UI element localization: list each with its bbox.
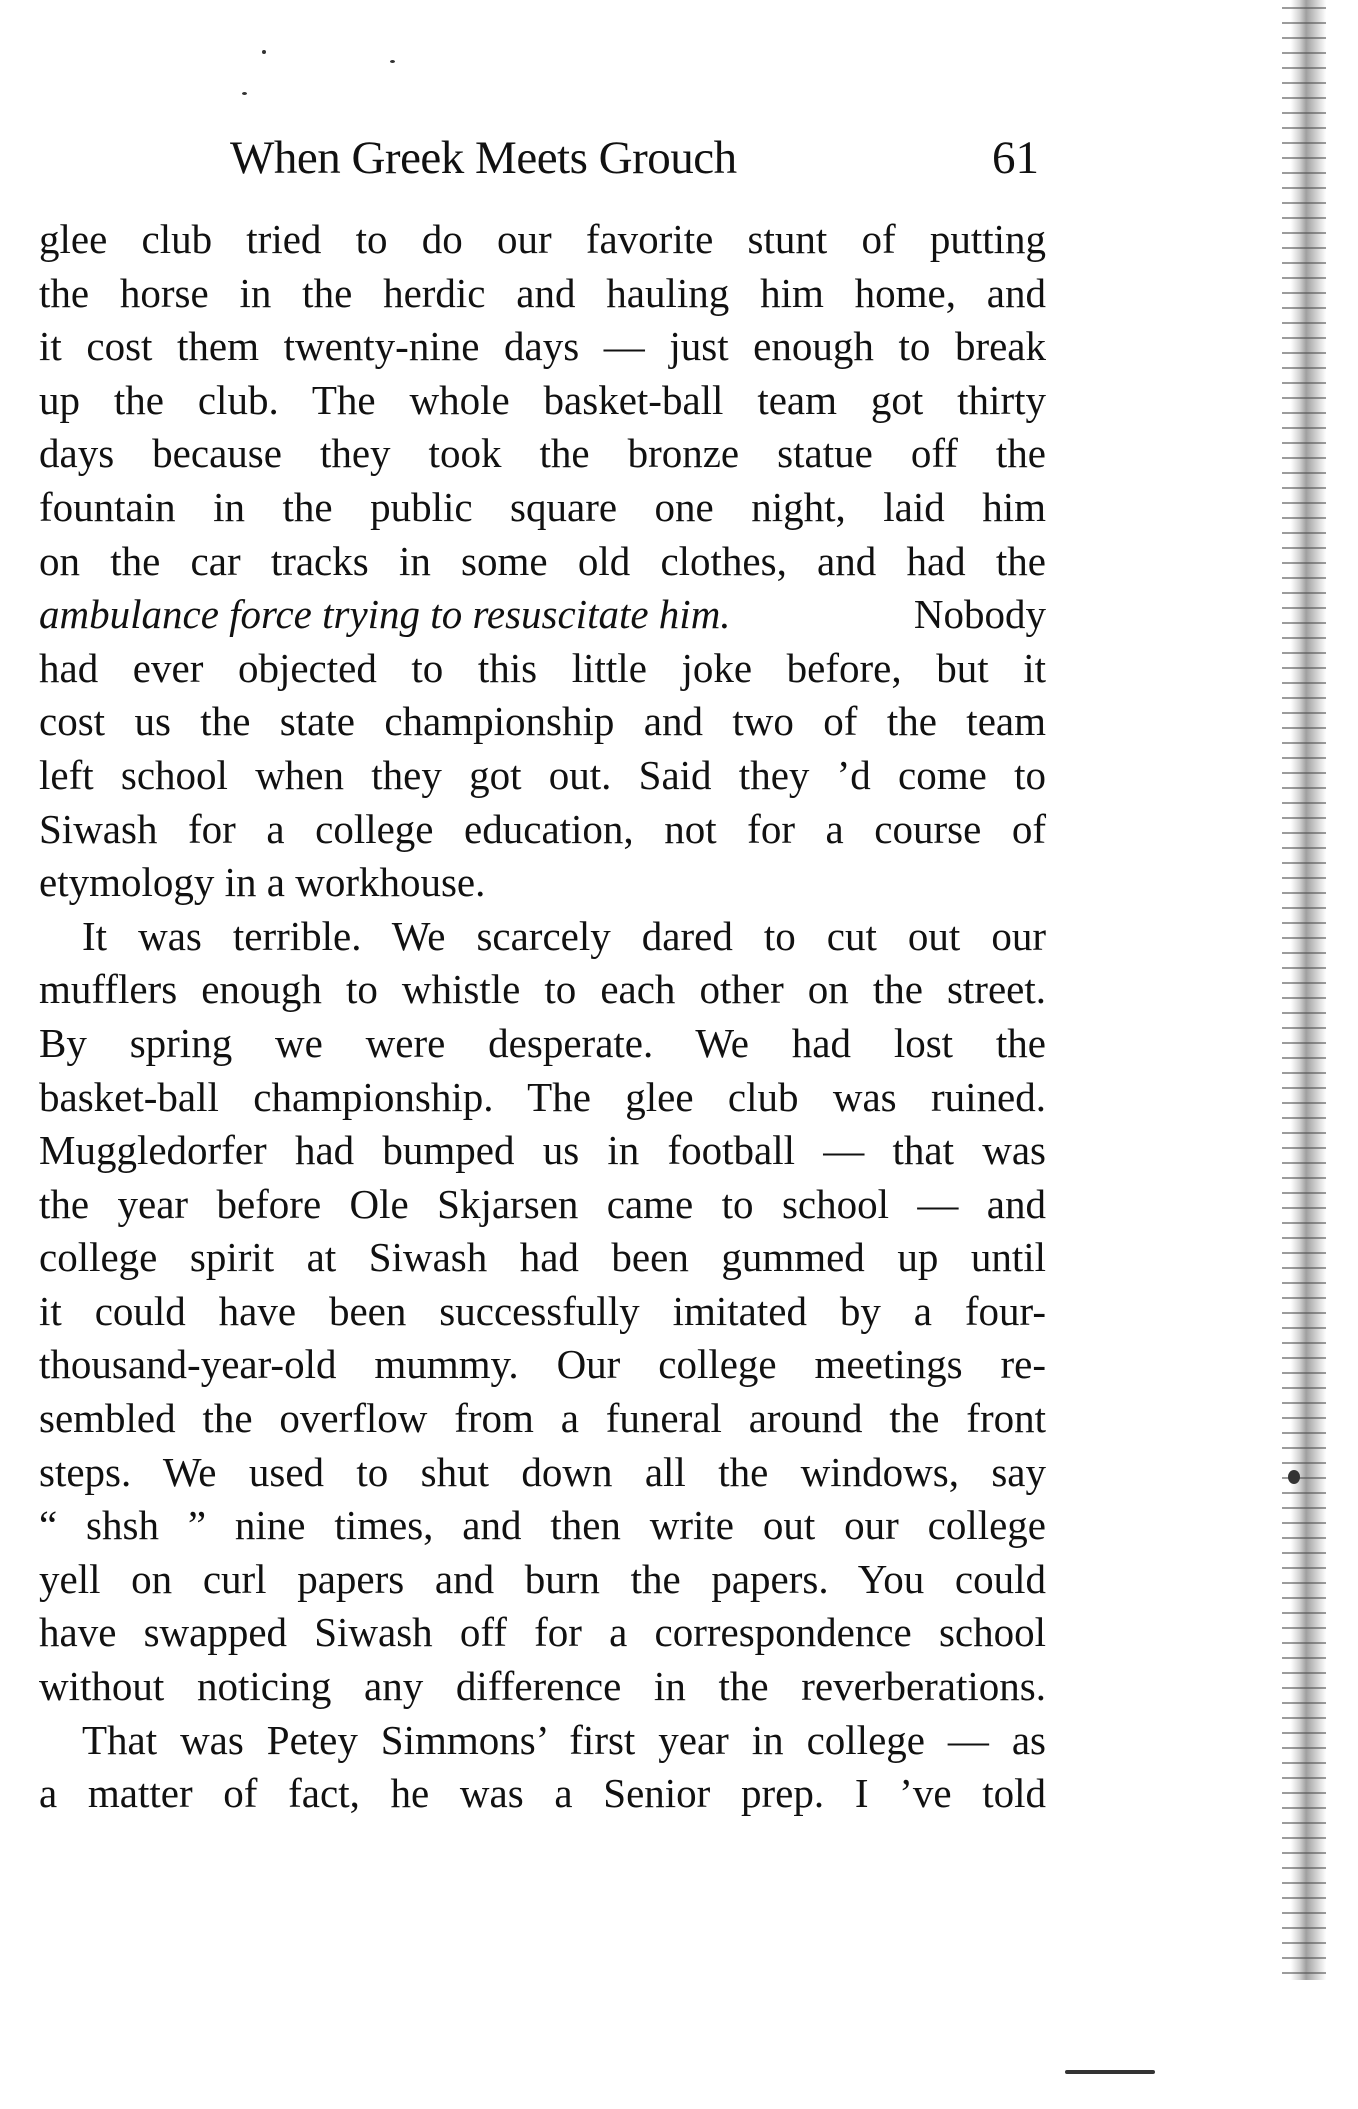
text-line: on the car tracks in some old clothes, and had the: [39, 537, 1046, 584]
text-line: glee club tried to do our favorite stunt of putting: [39, 216, 1046, 262]
text-line: without noticing any difference in the reverberations.: [39, 1663, 1046, 1710]
text-line: By spring we were desperate. We had lost the: [39, 1019, 1046, 1066]
text-line: college spirit at Siwash had been gummed up until: [39, 1234, 1046, 1281]
text-line: “ shsh ” nine times, and then write out our college: [39, 1502, 1046, 1549]
text-line: yell on curl papers and burn the papers. You could: [39, 1555, 1046, 1602]
text-line: [39, 588, 1046, 642]
text-line: up the club. The whole basket-ball team got thirty: [39, 376, 1046, 423]
scan-speck: [1288, 1470, 1300, 1484]
text-line: it cost them twenty-nine days — just enough to break: [39, 323, 1046, 370]
scan-edge-shadow: [1282, 0, 1326, 1980]
scan-speck: [1065, 2070, 1155, 2074]
text-line: the horse in the herdic and hauling him home, and: [39, 269, 1046, 316]
text-line: cost us the state championship and two of the team: [39, 698, 1046, 745]
scan-speck: [242, 92, 247, 95]
text-line: a matter of fact, he was a Senior prep. I ’ve told: [39, 1770, 1046, 1817]
paragraph: [39, 1714, 1046, 1821]
running-header: [0, 128, 1358, 188]
text-line: steps. We used to shut down all the windows, say: [39, 1448, 1046, 1495]
text-line: have swapped Siwash off for a correspondence school: [39, 1609, 1046, 1656]
text-line: thousand-year-old mummy. Our college meetings re-: [39, 1341, 1046, 1388]
text-line: Siwash for a college education, not for a course of: [39, 805, 1046, 852]
text-fragment: Nobody: [913, 591, 1046, 638]
text-line: Muggledorfer had bumped us in football — that was: [39, 1127, 1046, 1174]
body-text: [39, 213, 1046, 1821]
text-line: basket-ball championship. The glee club was ruined.: [39, 1073, 1046, 1120]
scan-speck: [390, 60, 395, 63]
text-line: mufflers enough to whistle to each other on the street.: [39, 966, 1046, 1013]
text-line: the year before Ole Skjarsen came to school — and: [39, 1180, 1046, 1227]
scan-speck: [262, 50, 266, 54]
text-line: had ever objected to this little joke before, but it: [39, 644, 1046, 691]
text-line: sembled the overflow from a funeral around the front: [39, 1395, 1046, 1442]
text-line: it could have been successfully imitated by a four-: [39, 1287, 1046, 1334]
text-line: etymology in a workhouse.: [39, 859, 486, 906]
text-line: fountain in the public square one night, laid him: [39, 483, 1046, 530]
text-line: That was Petey Simmons’ first year in college — as: [82, 1716, 1046, 1763]
italic-text: ambulance force trying to resuscitate him.: [39, 591, 731, 638]
page-number: 61: [992, 132, 1039, 184]
text-line: left school when they got out. Said they ’d come to: [39, 751, 1046, 798]
paragraph: [39, 213, 1046, 910]
running-title: When Greek Meets Grouch: [230, 132, 737, 184]
text-line: days because they took the bronze statue off the: [39, 430, 1046, 477]
text-line: It was terrible. We scarcely dared to cut out our: [82, 912, 1046, 959]
paragraph: [39, 910, 1046, 1714]
